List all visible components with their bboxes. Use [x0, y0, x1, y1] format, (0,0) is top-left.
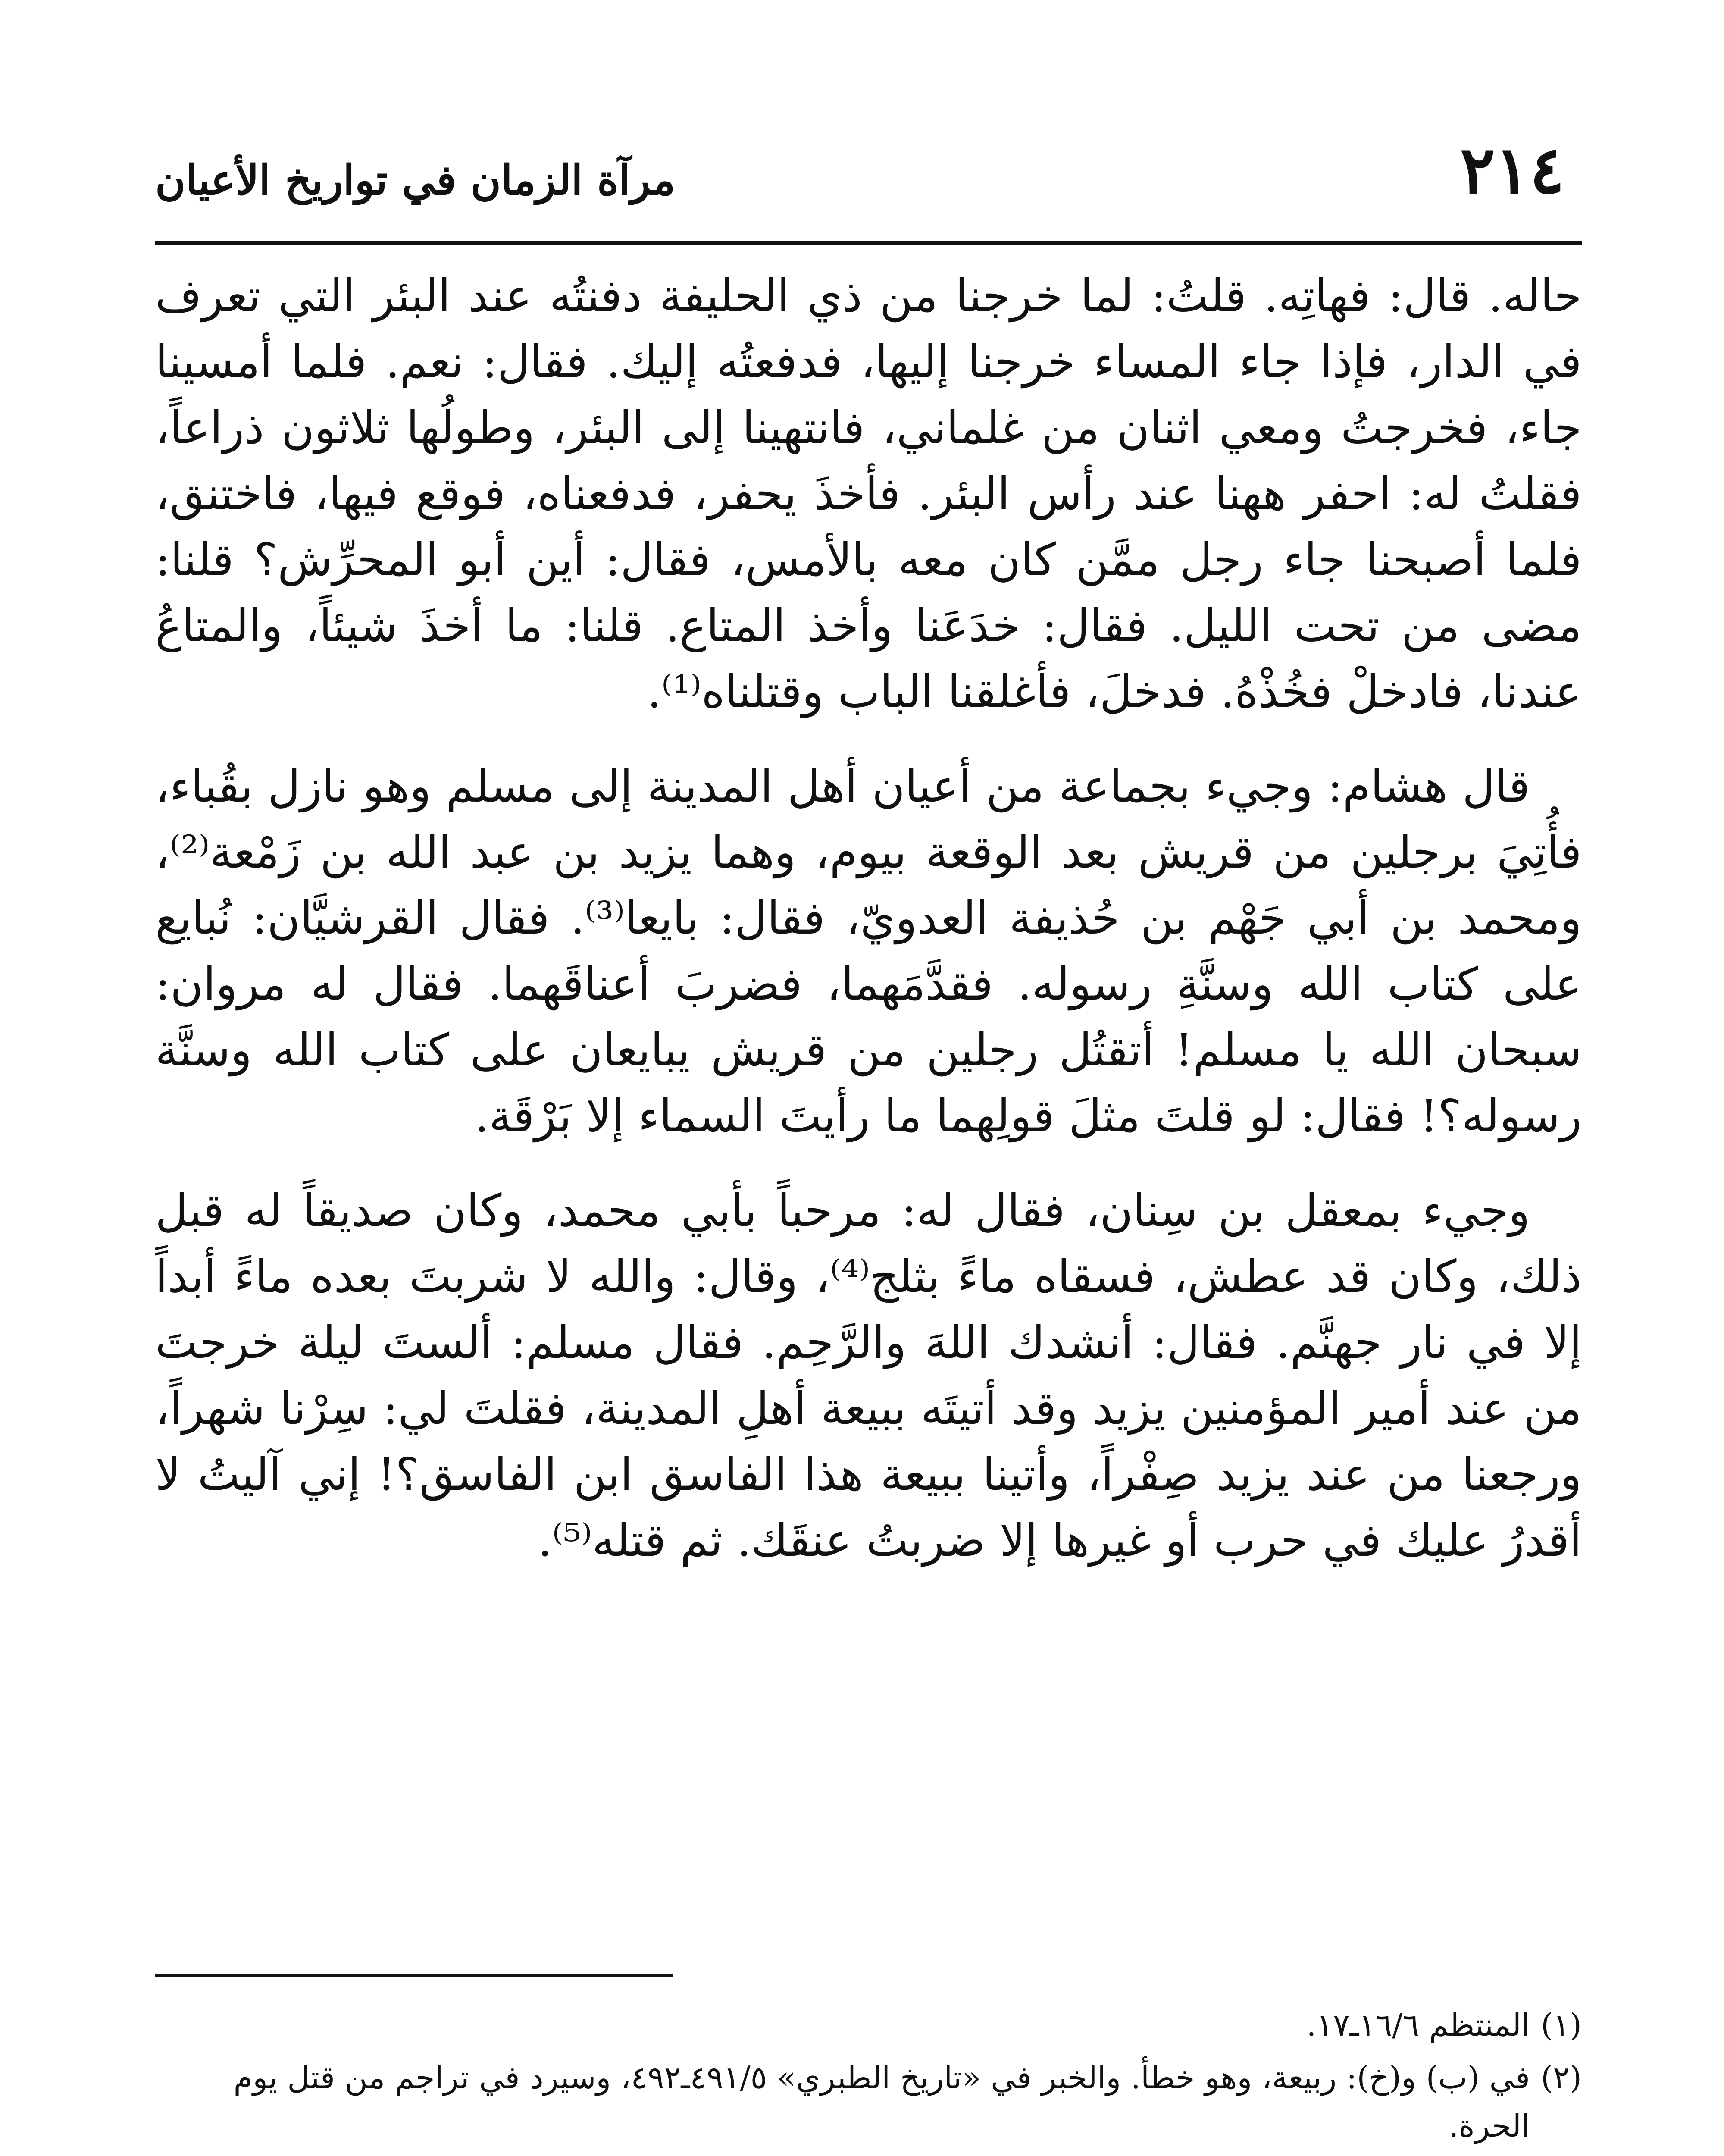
footnote-text: في (ب) و(خ): ربيعة، وهو خطأ. والخبر في «تاريخ الطبري» ٤٩١/٥ـ٤٩٢، وسيرد في تراجم من قتل يوم الحرة.	[233, 2059, 1530, 2144]
footnote-number	[1530, 2154, 1582, 2156]
footnote-number: (١)	[1541, 2007, 1582, 2043]
paragraph: وجيء بمعقل بن سِنان، فقال له: مرحباً بأبي محمد، وكان صديقاً له قبل ذلك، وكان قد عطش، فسقاه ماءً بثلج⁽⁴⁾، وقال: والله لا شربتَ بعده ماءً أبداً إلا في نار جهنَّم. فقال: أنشدك اللهَ والرَّحِم. فقال مسلم: ألستَ ليلة خرجتَ من عند أمير المؤمنين يزيد وقد أتيتَه ببيعة أهلِ المدينة، فقلتَ لي: سِرْنا شهراً، ورجعنا من عند يزيد صِفْراً، وأتينا ببيعة هذا الفاسق ابن الفاسق؟! إني آليتُ لا أقدرُ عليك في حرب أو غيرها إلا ضربتُ عنقَك. ثم قتله⁽⁵⁾.	[155, 1184, 1582, 1567]
footnote-divider	[155, 1974, 673, 1977]
page-header	[155, 129, 1582, 245]
footnote-number: (٢)	[1541, 2059, 1582, 2096]
footnotes	[155, 2001, 1582, 2156]
paragraph: قال هشام: وجيء بجماعة من أعيان أهل المدينة إلى مسلم وهو نازل بقُباء، فأُتِيَ برجلين من قريش بعد الوقعة بيوم، وهما يزيد بن عبد الله بن زَمْعة⁽²⁾، ومحمد بن أبي جَهْم بن حُذيفة العدويّ، فقال: بايعا⁽³⁾. فقال القرشيَّان: نُبايع على كتاب الله وسنَّةِ رسوله. فقدَّمَهما، فضربَ أعناقَهما. فقال له مروان: سبحان الله يا مسلم! أتقتُل رجلين من قريش يبايعان على كتاب الله وسنَّة رسوله؟! فقال: لو قلتَ مثلَ قولِهما ما رأيتَ السماء إلا بَرْقَة.	[155, 760, 1582, 1142]
paragraph: حاله. قال: فهاتِه. قلتُ: لما خرجنا من ذي الحليفة دفنتُه عند البئر التي تعرف في الدار، فإذا جاء المساء خرجنا إليها، فدفعتُه إليك. فقال: نعم. فلما أمسينا جاء، فخرجتُ ومعي اثنان من غلماني، فانتهينا إلى البئر، وطولُها ثلاثون ذراعاً، فقلتُ له: احفر ههنا عند رأس البئر. فأخذَ يحفر، فدفعناه، فوقع فيها، فاختنق، فلما أصبحنا جاء رجل ممَّن كان معه بالأمس، فقال: أين أبو المحرِّش؟ قلنا: مضى من تحت الليل. فقال: خدَعَنا وأخذ المتاع. قلنا: ما أخذَ شيئاً، والمتاعُ عندنا، فادخلْ فخُذْهُ. فدخلَ، فأغلقنا الباب وقتلناه⁽¹⁾.	[155, 270, 1582, 718]
footnote	[155, 2154, 1582, 2156]
footnote	[155, 2001, 1582, 2049]
running-title: مرآة الزمان في تواريخ الأعيان	[155, 156, 676, 204]
footnote	[155, 2053, 1582, 2150]
footnote-text: المنتظم ١٦/٦ـ١٧.	[1306, 2007, 1530, 2043]
main-text	[155, 263, 1582, 1573]
page-number: ٢١٤	[1460, 132, 1564, 208]
